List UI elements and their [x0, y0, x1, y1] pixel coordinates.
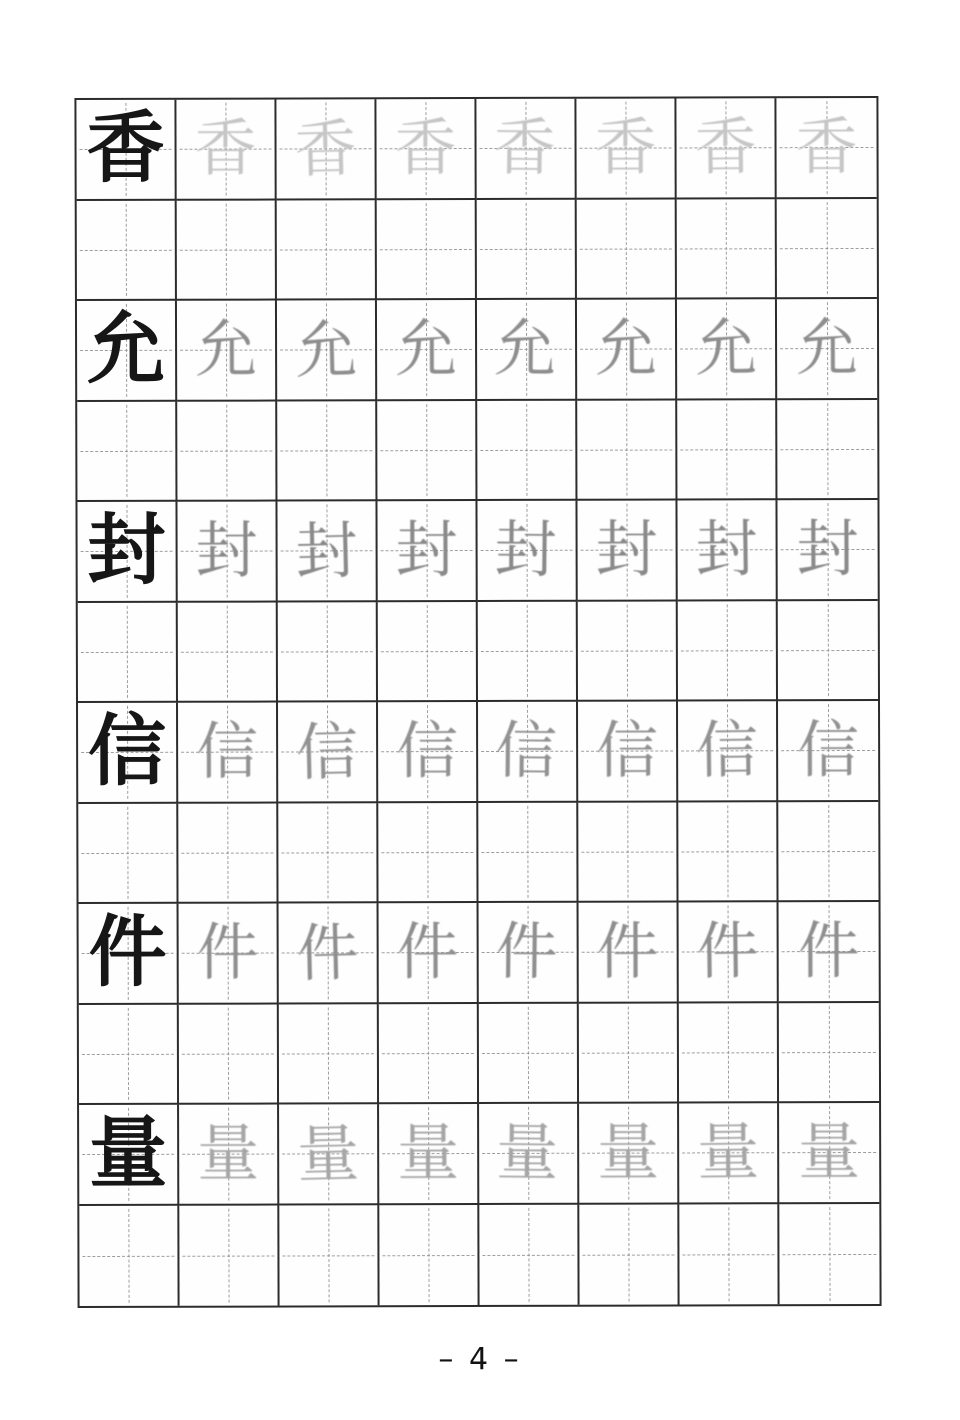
trace-character-cell — [579, 1103, 679, 1204]
practice-cell — [179, 1004, 279, 1105]
vertical-guide-line — [627, 604, 628, 697]
practice-cell — [777, 198, 877, 299]
vertical-guide-line — [728, 1006, 729, 1099]
trace-character-cell — [276, 99, 376, 200]
traced-character: 允 — [795, 311, 859, 385]
vertical-guide-line — [428, 1007, 429, 1100]
trace-character-cell — [677, 299, 777, 400]
vertical-guide-line — [326, 203, 327, 296]
vertical-guide-line — [528, 1207, 529, 1302]
traced-character: 香 — [293, 111, 358, 187]
traced-character: 件 — [295, 915, 360, 991]
practice-cell — [377, 401, 477, 502]
trace-character-cell — [476, 99, 576, 200]
practice-cell — [79, 1004, 179, 1105]
vertical-guide-line — [829, 1207, 830, 1302]
practice-cell — [478, 601, 578, 702]
practice-cell — [478, 802, 578, 903]
practice-cell — [778, 600, 878, 701]
vertical-guide-line — [626, 403, 627, 496]
model-character: 封 — [87, 505, 166, 597]
practice-cell — [178, 602, 278, 703]
vertical-guide-line — [228, 1208, 229, 1303]
traced-character: 允 — [594, 311, 658, 385]
model-character: 允 — [86, 304, 166, 396]
practice-cell — [278, 602, 378, 703]
practice-cell — [279, 1205, 379, 1306]
trace-character-cell — [177, 502, 277, 603]
trace-character-cell — [477, 501, 577, 602]
practice-cell — [677, 400, 777, 501]
traced-character: 香 — [194, 111, 257, 185]
trace-character-cell — [277, 300, 377, 401]
practice-cell — [479, 1204, 579, 1305]
vertical-guide-line — [127, 806, 128, 899]
trace-character-cell — [679, 1103, 779, 1204]
traced-character: 允 — [294, 312, 358, 388]
traced-character: 封 — [195, 513, 258, 587]
trace-character-cell — [376, 99, 476, 200]
trace-character-cell — [576, 98, 676, 199]
practice-cell — [177, 401, 277, 502]
practice-cell — [579, 1204, 679, 1305]
trace-character-cell — [176, 100, 276, 201]
practice-cell — [477, 400, 577, 501]
traced-character: 件 — [596, 914, 659, 988]
practice-cell — [679, 1003, 779, 1104]
traced-character: 件 — [797, 914, 860, 988]
vertical-guide-line — [626, 202, 627, 295]
traced-character: 信 — [494, 713, 558, 788]
trace-character-cell — [579, 902, 679, 1003]
trace-character-cell — [377, 300, 477, 401]
traced-character: 封 — [595, 512, 658, 586]
traced-character: 量 — [197, 1116, 260, 1190]
practice-cell — [78, 803, 178, 904]
practice-cell — [577, 400, 677, 501]
vertical-guide-line — [627, 805, 628, 898]
traced-character: 香 — [394, 111, 457, 185]
practice-cell — [179, 1205, 279, 1306]
traced-character: 件 — [696, 914, 760, 989]
practice-cell — [479, 1003, 579, 1104]
page-number: – 4 – — [438, 1342, 522, 1377]
traced-character: 量 — [397, 1116, 460, 1190]
trace-character-cell — [779, 902, 879, 1003]
practice-cell — [77, 200, 177, 301]
trace-character-cell — [578, 701, 678, 802]
trace-character-cell — [478, 702, 578, 803]
practice-cell — [777, 399, 877, 500]
traced-character: 封 — [494, 512, 558, 587]
vertical-guide-line — [727, 604, 728, 697]
trace-character-cell — [279, 1104, 379, 1205]
traced-character: 信 — [596, 713, 659, 787]
traced-character: 香 — [795, 110, 858, 184]
practice-cell — [378, 802, 478, 903]
vertical-guide-line — [726, 202, 727, 295]
traced-character: 封 — [294, 513, 359, 589]
vertical-guide-line — [427, 806, 428, 899]
vertical-guide-line — [226, 404, 227, 497]
trace-character-cell — [278, 702, 378, 803]
trace-character-cell — [779, 1103, 879, 1204]
practice-cell — [79, 1205, 179, 1306]
traced-character: 香 — [594, 110, 657, 184]
vertical-guide-line — [426, 203, 427, 296]
practice-cell — [678, 802, 778, 903]
practice-cell — [579, 1003, 679, 1104]
traced-character: 允 — [194, 312, 258, 386]
vertical-guide-line — [328, 1007, 329, 1100]
vertical-guide-line — [427, 605, 428, 698]
traced-character: 件 — [495, 914, 559, 989]
trace-character-cell — [277, 501, 377, 602]
practice-cell — [779, 1002, 879, 1103]
practice-cell — [378, 602, 478, 703]
trace-character-cell — [677, 500, 777, 601]
traced-character: 香 — [493, 110, 556, 185]
model-character-cell — [79, 1105, 179, 1206]
vertical-guide-line — [226, 203, 227, 296]
trace-character-cell — [776, 98, 876, 199]
practice-cell — [577, 199, 677, 300]
vertical-guide-line — [728, 1207, 729, 1302]
vertical-guide-line — [426, 404, 427, 497]
trace-character-cell — [479, 903, 579, 1004]
vertical-guide-line — [828, 604, 829, 697]
practice-cell — [177, 200, 277, 301]
trace-character-cell — [577, 299, 677, 400]
practice-cell — [277, 401, 377, 502]
traced-character: 封 — [695, 512, 759, 587]
trace-character-cell — [379, 903, 479, 1004]
traced-character: 信 — [396, 714, 459, 788]
trace-character-cell — [177, 301, 277, 402]
trace-character-cell — [577, 500, 677, 601]
practice-cell — [679, 1204, 779, 1305]
vertical-guide-line — [727, 805, 728, 898]
practice-cell — [379, 1204, 479, 1305]
vertical-guide-line — [126, 203, 127, 296]
model-character: 量 — [89, 1108, 168, 1200]
practice-cell — [278, 803, 378, 904]
trace-character-cell — [676, 98, 776, 199]
practice-cell — [77, 401, 177, 502]
model-character-cell — [76, 100, 176, 201]
vertical-guide-line — [628, 1006, 629, 1099]
traced-character: 件 — [196, 915, 259, 989]
practice-cell — [279, 1004, 379, 1105]
vertical-guide-line — [428, 1208, 429, 1303]
traced-character: 量 — [597, 1115, 660, 1189]
practice-cell — [678, 601, 778, 702]
trace-character-cell — [679, 902, 779, 1003]
trace-character-cell — [777, 500, 877, 601]
vertical-guide-line — [328, 1208, 329, 1303]
vertical-guide-line — [628, 1207, 629, 1302]
vertical-guide-line — [126, 404, 127, 497]
vertical-guide-line — [827, 403, 828, 496]
practice-cell — [78, 602, 178, 703]
model-character-cell — [79, 904, 179, 1005]
traced-character: 信 — [695, 713, 759, 788]
traced-character: 信 — [797, 713, 860, 787]
vertical-guide-line — [526, 403, 527, 496]
model-character: 信 — [87, 706, 167, 798]
practice-cell — [277, 200, 377, 301]
vertical-guide-line — [128, 1007, 129, 1100]
trace-character-cell — [479, 1104, 579, 1205]
trace-character-cell — [279, 903, 379, 1004]
vertical-guide-line — [128, 1208, 129, 1303]
practice-cell — [677, 199, 777, 300]
practice-grid — [74, 96, 881, 1308]
trace-character-cell — [378, 702, 478, 803]
traced-character: 量 — [798, 1115, 861, 1189]
traced-character: 量 — [495, 1115, 559, 1190]
trace-character-cell — [379, 1104, 479, 1205]
practice-cell — [178, 803, 278, 904]
model-character-cell — [78, 703, 178, 804]
vertical-guide-line — [526, 202, 527, 295]
practice-cell — [477, 199, 577, 300]
vertical-guide-line — [527, 604, 528, 697]
model-character-cell — [77, 301, 177, 402]
vertical-guide-line — [828, 805, 829, 898]
vertical-guide-line — [527, 805, 528, 898]
vertical-guide-line — [327, 605, 328, 698]
vertical-guide-line — [829, 1006, 830, 1099]
model-character: 香 — [86, 103, 165, 195]
traced-character: 允 — [394, 312, 458, 386]
trace-character-cell — [178, 703, 278, 804]
practice-cell — [578, 601, 678, 702]
practice-cell — [779, 1203, 879, 1304]
model-character: 件 — [88, 907, 167, 999]
traced-character: 允 — [694, 311, 758, 386]
vertical-guide-line — [726, 403, 727, 496]
practice-cell — [379, 1003, 479, 1104]
trace-character-cell — [377, 501, 477, 602]
traced-character: 封 — [796, 512, 859, 586]
vertical-guide-line — [227, 605, 228, 698]
vertical-guide-line — [327, 806, 328, 899]
trace-character-cell — [477, 300, 577, 401]
vertical-guide-line — [127, 605, 128, 698]
traced-character: 件 — [396, 915, 459, 989]
traced-character: 量 — [296, 1116, 361, 1192]
trace-character-cell — [777, 299, 877, 400]
trace-character-cell — [179, 1105, 279, 1206]
practice-cell — [377, 200, 477, 301]
vertical-guide-line — [228, 1007, 229, 1100]
practice-cell — [578, 802, 678, 903]
vertical-guide-line — [326, 404, 327, 497]
vertical-guide-line — [528, 1006, 529, 1099]
traced-character: 信 — [295, 714, 359, 790]
traced-character: 香 — [694, 110, 758, 185]
model-character-cell — [77, 502, 177, 603]
trace-character-cell — [778, 701, 878, 802]
traced-character: 量 — [696, 1115, 760, 1189]
trace-character-cell — [678, 701, 778, 802]
traced-character: 允 — [493, 311, 557, 386]
vertical-guide-line — [227, 806, 228, 899]
practice-cell — [778, 801, 878, 902]
vertical-guide-line — [827, 202, 828, 295]
trace-character-cell — [179, 904, 279, 1005]
traced-character: 信 — [196, 714, 259, 788]
traced-character: 封 — [395, 513, 458, 587]
